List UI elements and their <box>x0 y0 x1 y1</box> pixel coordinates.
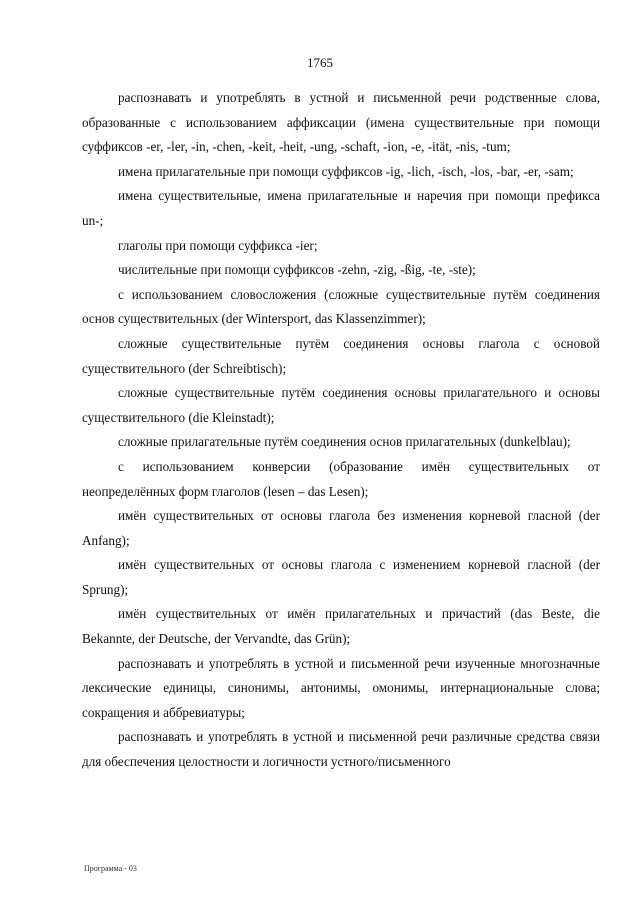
paragraph: имена существительные, имена прилагательные и наречия при помощи префикса un-; <box>82 188 600 228</box>
paragraph: сложные прилагательные путём соединения основ прилагательных (dunkelblau); <box>118 434 571 450</box>
paragraph: распознавать и употреблять в устной и письменной речи родственные слова, образованные с использованием аффиксации (имена существительные при помощи суффиксов -er, -ler, -in, -chen, -keit, -heit, -ung, -schaft, -ion, -e, -ität, -nis, -tum; <box>82 90 600 155</box>
page-number: 1765 <box>307 55 333 70</box>
paragraph: имён существительных от основы глагола с изменением корневой гласной (der Sprung); <box>82 557 600 597</box>
paragraph: сложные существительные путём соединения основы прилагательного и основы существительного (die Kleinstadt); <box>82 385 600 425</box>
page-footer: Программа - 03 <box>84 864 137 873</box>
paragraph: распознавать и употреблять в устной и письменной речи изученные многозначные лексические единицы, синонимы, антонимы, омонимы, интернациональные слова; сокращения и аббревиатуры; <box>82 655 600 720</box>
paragraph: имён существительных от имён прилагательных и причастий (das Beste, die Bekannte, der Deutsche, der Vervandte, das Grün); <box>82 606 600 647</box>
paragraph: распознавать и употреблять в устной и письменной речи различные средства связи для обеспечения целостности и логичности устного/письменного <box>82 729 600 770</box>
paragraph: числительные при помощи суффиксов -zehn, -zig, -ßig, -te, -ste); <box>118 262 476 278</box>
paragraph: глаголы при помощи суффикса -ier; <box>118 237 318 253</box>
paragraph: имён существительных от основы глагола без изменения корневой гласной (der Anfang); <box>82 508 600 548</box>
paragraph: имена прилагательные при помощи суффиксов -ig, -lich, -isch, -los, -bar, -er, -sam; <box>118 163 574 179</box>
paragraph: с использованием словосложения (сложные существительные путём соединения основ существительных (der Wintersport, das Klassenzimmer); <box>82 286 600 327</box>
paragraph: сложные существительные путём соединения основы глагола с основой существительного (der Schreibtisch); <box>82 335 600 376</box>
document-body <box>82 86 600 775</box>
paragraph: с использованием конверсии (образование имён существительных от неопределённых форм глаголов (lesen – das Lesen); <box>82 458 600 499</box>
